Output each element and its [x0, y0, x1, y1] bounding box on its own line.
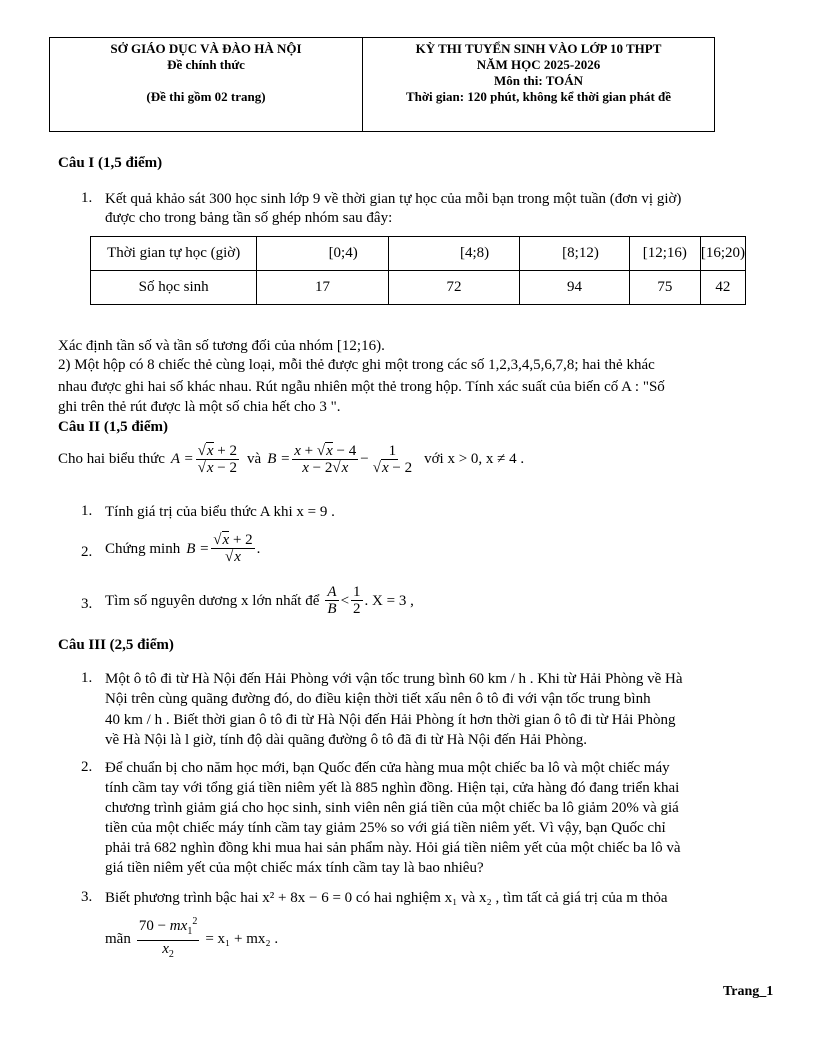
- exam-name: KỲ THI TUYỂN SINH VÀO LỚP 10 THPT: [415, 41, 662, 56]
- group-cell: [8;12): [520, 237, 630, 271]
- subject: Môn thi: TOÁN: [493, 73, 584, 88]
- group-cell: [4;8): [388, 237, 519, 271]
- q2-item1: Tính giá trị của biểu thức A khi x = 9 .: [105, 504, 335, 520]
- q1-item1-line2: được cho trong bảng tần số ghép nhóm sau đây:: [105, 210, 393, 226]
- q2-intro-text: Cho hai biểu thức: [58, 451, 165, 467]
- count-cell: 94: [520, 271, 630, 305]
- less-than: <: [340, 592, 350, 609]
- frequency-table: [90, 236, 746, 305]
- q1-item2-line2: nhau được ghi hai số khác nhau. Rút ngẫu nhiên một thẻ trong hộp. Tính xác suất của biến cố A : "Số: [58, 379, 665, 395]
- page-footer: Trang_1: [723, 984, 774, 999]
- q2-intro: [58, 443, 524, 476]
- q3-p2-line6: giá tiền niêm yết của một chiếc máx tính cầm tay là bao nhiêu?: [105, 860, 484, 876]
- group-cell: [12;16): [629, 237, 700, 271]
- man-text: mãn: [105, 930, 131, 947]
- q1-after-table: Xác định tần số và tần số tương đối của nhóm [12;16).: [58, 338, 385, 354]
- q3-p1-line2: Nội trên cùng quãng đường đó, do điều kiện thời tiết xấu nên ô tô đi với vận tốc trung bình: [105, 691, 651, 707]
- duration: Thời gian: 120 phút, không kể thời gian phát đề: [405, 89, 672, 104]
- table-row: [91, 271, 746, 305]
- condition-text: với x > 0, x ≠ 4 .: [424, 451, 525, 467]
- q3-p2-line2: tính cầm tay với tổng giá tiền niêm yết là 885 nghìn đồng. Hiện tại, cửa hàng đó đang triển khai: [105, 780, 680, 796]
- q3-item3-number: 3.: [81, 889, 93, 905]
- q3-title: Câu III (2,5 điểm): [58, 637, 174, 653]
- group-cell: [16;20): [700, 237, 745, 271]
- q3-item2-number: 2.: [81, 759, 93, 775]
- q3-p1-line4: về Hà Nội là l giờ, tính độ dài quãng đường ô tô đã đi từ Hà Nội đến Hải Phòng.: [105, 732, 588, 748]
- q3-p1-line1: Một ô tô đi từ Hà Nội đến Hải Phòng với vận tốc trung bình 60 km / h . Khi từ Hải Phòng về Hà: [105, 671, 683, 687]
- q1-item2-line3: ghi trên thẻ rút được là một số chia hết cho 3 ".: [58, 399, 341, 415]
- page-count-note: (Đề thi gồm 02 trang): [146, 89, 266, 104]
- q3-p2-line5: phải trả 682 nghìn đồng khi mua hai sản phẩm này. Hỏi giá tiền niêm yết của một chiếc ba lô và: [105, 840, 681, 856]
- condition-rhs: = x₁ + mx₂ .: [205, 930, 279, 947]
- period: .: [256, 540, 261, 557]
- q2-item1-number: 1.: [81, 503, 93, 519]
- header-right: [363, 38, 714, 131]
- condition-fraction: $\frac{70 - mx_1^2}{x_2}$: [138, 916, 198, 960]
- expr-a-label: A =: [170, 451, 194, 467]
- count-cell: 72: [388, 271, 519, 305]
- q3-p3-line1: Biết phương trình bậc hai x² + 8x − 6 = 0 có hai nghiệm x₁ và x₂ , tìm tất cả giá trị của m thỏa: [105, 890, 668, 906]
- official-label: Đề chính thức: [167, 57, 245, 72]
- count-cell: 75: [629, 271, 700, 305]
- expr-b-label2: B =: [186, 540, 210, 557]
- q3-p2-line1: Để chuẩn bị cho năm học mới, bạn Quốc đến cửa hàng mua một chiếc ba lô và một chiếc máy: [105, 760, 670, 776]
- q2-item2-text: Chứng minh: [105, 540, 181, 557]
- department-name: SỞ GIÁO DỤC VÀ ĐÀO HÀ NỘI: [110, 41, 302, 56]
- q3-p2-line4: tiền của một chiếc máy tính cầm tay giảm 25% so với giá tiền niêm yết. Vì vậy, bạn Quốc chỉ: [105, 820, 666, 836]
- row-label-count: Số học sinh: [91, 271, 257, 305]
- q1-item1-number: 1.: [81, 190, 93, 206]
- q2-item3: [105, 584, 414, 617]
- table-row: [91, 237, 746, 271]
- exam-header: [49, 37, 715, 132]
- q3-p2-line3: chương trình giảm giá cho học sinh, sinh viên nên giá tiền của một chiếc ba lô giảm 20% và giá: [105, 800, 679, 816]
- one-half: $\frac{1}{2}$: [353, 584, 361, 617]
- q3-p3-line2: [105, 914, 278, 963]
- q1-title: Câu I (1,5 điểm): [58, 155, 163, 171]
- q1-item1-line1: Kết quả khảo sát 300 học sinh lớp 9 về thời gian tự học của mỗi bạn trong một tuần (đơn vị giờ): [105, 191, 682, 207]
- a-over-b: $\frac{A}{B}$: [327, 584, 337, 617]
- school-year: NĂM HỌC 2025-2026: [476, 57, 601, 72]
- expr-a-fraction: $\frac{√x + 2}{√x - 2}$: [197, 443, 238, 476]
- q2-item3-text: Tìm số nguyên dương x lớn nhất để: [105, 592, 320, 609]
- count-cell: 42: [700, 271, 745, 305]
- q2-item3-tail: . X = 3 ,: [364, 592, 414, 609]
- header-left: [50, 38, 363, 131]
- q2-item2: [105, 532, 260, 565]
- q3-p1-line3: 40 km / h . Biết thời gian ô tô đi từ Hà Nội đến Hải Phòng ít hơn thời gian ô tô đi từ Hải Phòng: [105, 712, 676, 728]
- and-text: và: [247, 451, 262, 467]
- expr-b-fraction2: $\frac{1}{√x - 2}$: [372, 443, 413, 476]
- expr-b-fraction1: $\frac{x + √x - 4}{x - 2√x}$: [294, 443, 357, 476]
- q3-item1-number: 1.: [81, 670, 93, 686]
- q2-item3-number: 3.: [81, 596, 93, 612]
- group-cell: [0;4): [257, 237, 388, 271]
- q1-item2-line1: 2) Một hộp có 8 chiếc thẻ cùng loại, mỗi thẻ được ghi một trong các số 1,2,3,4,5,6,7,8; hai thẻ khác: [58, 357, 655, 373]
- count-cell: 17: [257, 271, 388, 305]
- proof-fraction: $\frac{√x + 2}{√x}$: [213, 532, 253, 565]
- q2-title: Câu II (1,5 điểm): [58, 419, 169, 435]
- q2-item2-number: 2.: [81, 544, 93, 560]
- expr-b-label: B =: [267, 451, 291, 467]
- minus-sign: −: [360, 451, 369, 467]
- row-label-time: Thời gian tự học (giờ): [91, 237, 257, 271]
